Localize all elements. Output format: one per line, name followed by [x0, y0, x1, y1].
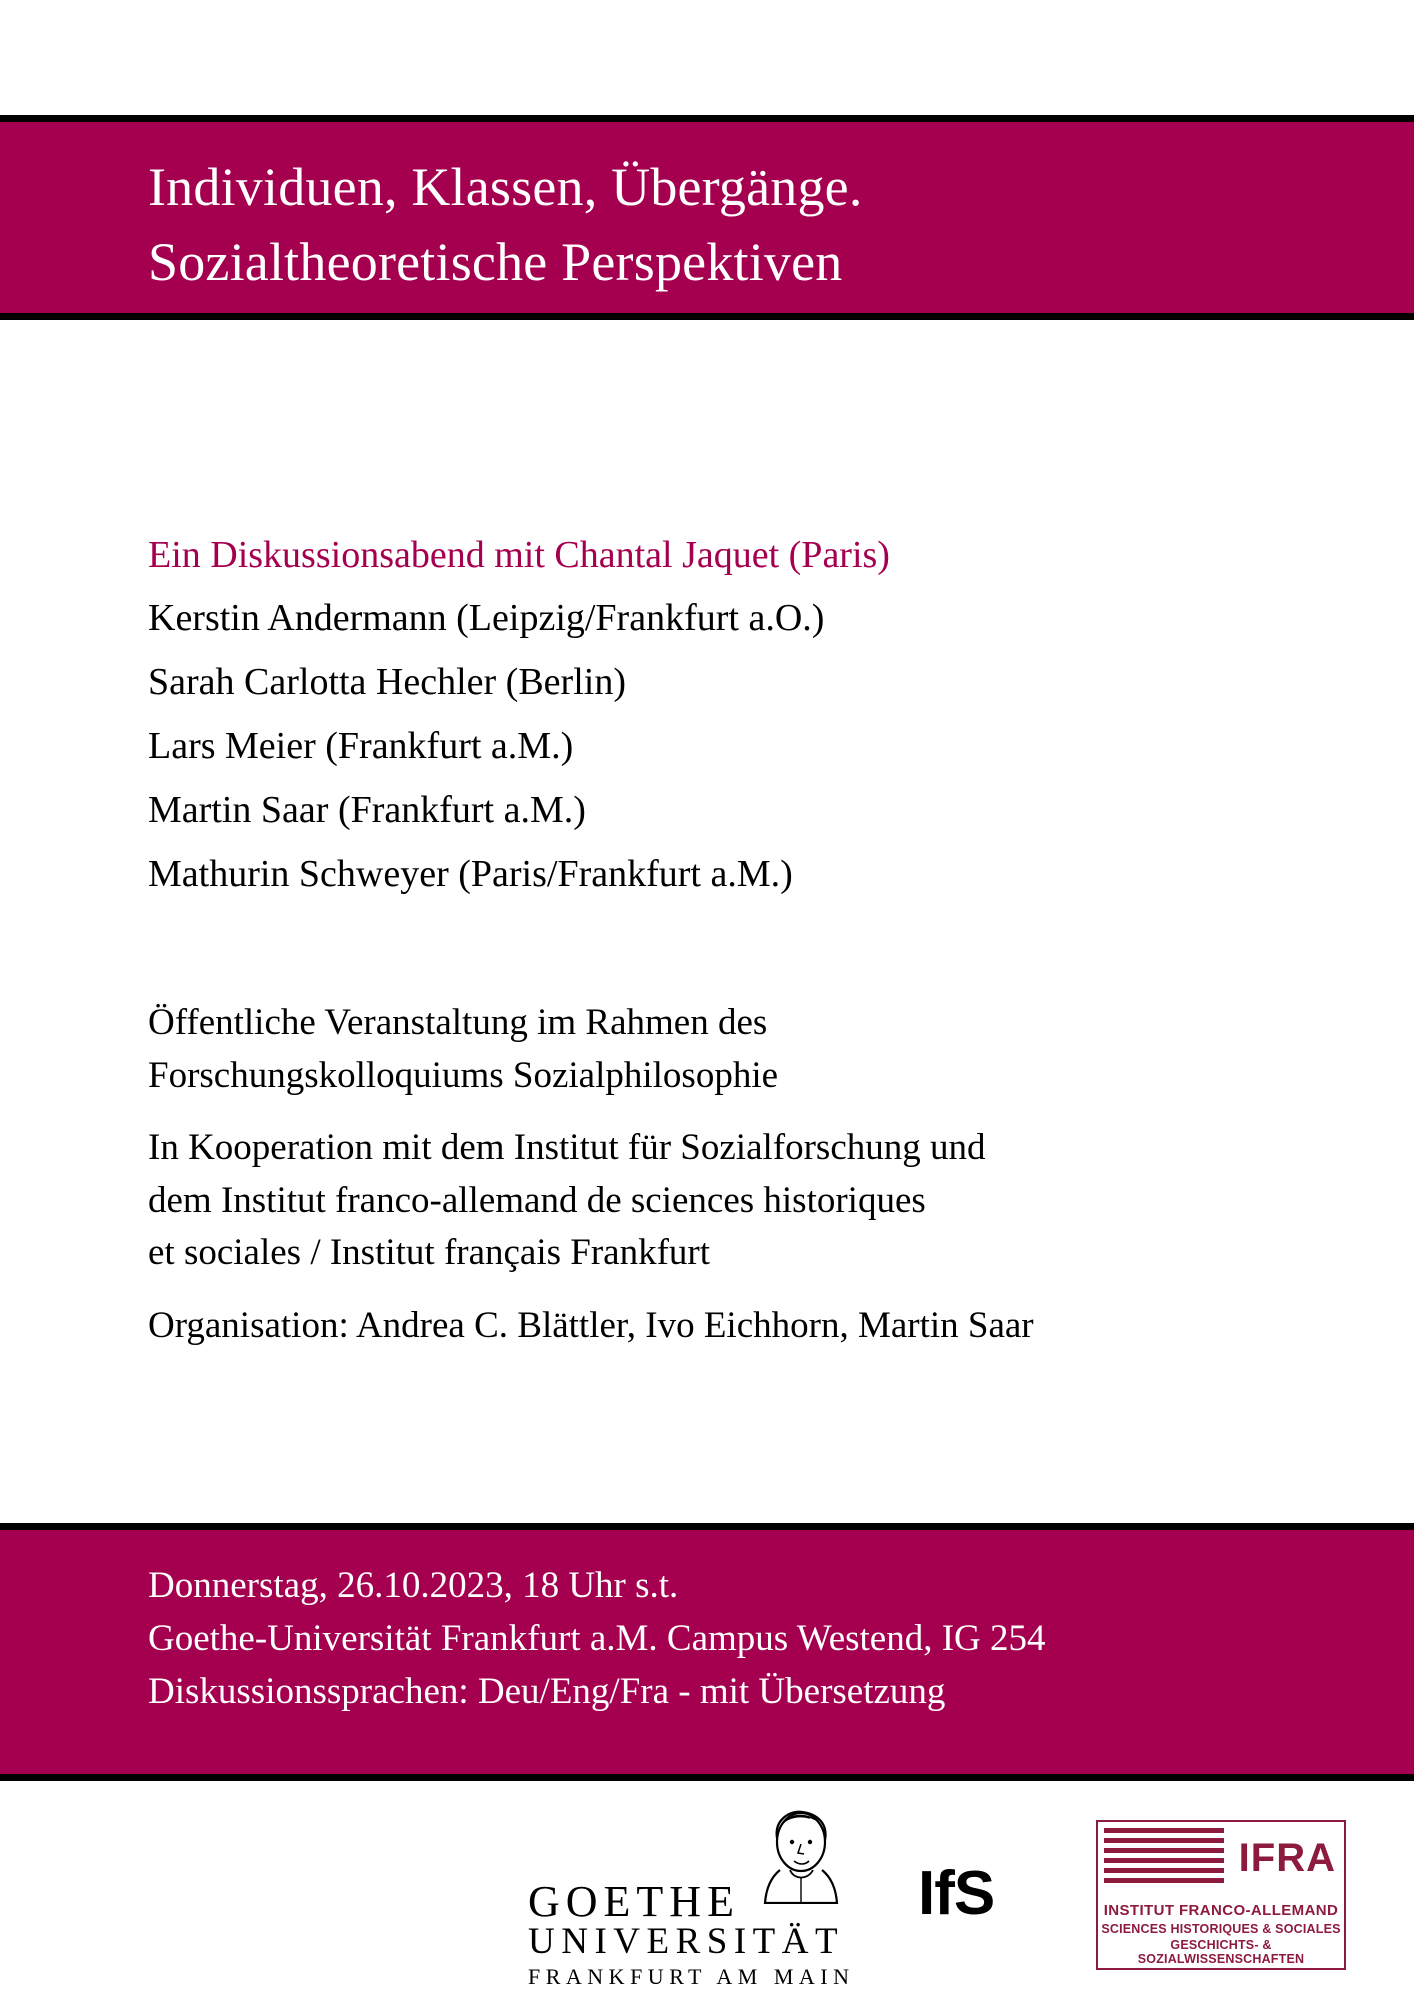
goethe-logo-line-1: GOETHE — [528, 1877, 740, 1926]
title-line-2: Sozialtheoretische Perspektiven — [148, 231, 843, 292]
details-text-group — [148, 1560, 1374, 1719]
goethe-university-logo — [528, 1808, 858, 1989]
ifra-logo-top — [1098, 1822, 1344, 1900]
ifra-subtitle-2: SCIENCES HISTORIQUES & SOCIALES — [1101, 1922, 1341, 1936]
event-subtitle: Ein Diskussionsabend mit Chantal Jaquet (Paris) — [148, 534, 890, 576]
title-text-group — [148, 150, 1354, 299]
event-location: Goethe-Universität Frankfurt a.M. Campus Westend, IG 254 — [148, 1617, 1046, 1659]
goethe-logo-line-3: FRANKFURT AM MAIN — [528, 1964, 855, 1989]
ifra-subtitle-3: GESCHICHTS- & SOZIALWISSENSCHAFTEN — [1137, 1938, 1305, 1966]
title-line-1: Individuen, Klassen, Übergänge. — [148, 157, 863, 217]
event-languages: Diskussionssprachen: Deu/Eng/Fra - mit Übersetzung — [148, 1670, 946, 1712]
speaker-item: Martin Saar (Frankfurt a.M.) — [148, 789, 586, 832]
logo-row — [0, 1800, 1414, 2000]
ifra-logo-subtitles — [1098, 1902, 1344, 1966]
speaker-item: Sarah Carlotta Hechler (Berlin) — [148, 661, 626, 704]
details-banner — [0, 1523, 1414, 1781]
ifra-subtitle-1: INSTITUT FRANCO-ALLEMAND — [1103, 1902, 1339, 1919]
speaker-item: Lars Meier (Frankfurt a.M.) — [148, 725, 574, 768]
poster-body — [148, 530, 1308, 1352]
ifra-logo-name: IFRA — [1238, 1836, 1336, 1880]
title-banner — [0, 115, 1414, 320]
info-paragraph-cooperation: In Kooperation mit dem Institut für Sozialforschung und dem Institut franco-allemand de sciences historiques et sociales / Institut français Frankfurt — [148, 1127, 986, 1274]
speaker-item: Mathurin Schweyer (Paris/Frankfurt a.M.) — [148, 853, 793, 896]
goethe-portrait-icon — [756, 1808, 846, 1904]
speaker-item: Kerstin Andermann (Leipzig/Frankfurt a.O.) — [148, 597, 825, 640]
info-paragraph-framework: Öffentliche Veranstaltung im Rahmen des Forschungskolloquiums Sozialphilosophie — [148, 1002, 779, 1096]
ifra-logo — [1096, 1820, 1346, 1970]
ifra-bars-icon — [1104, 1828, 1224, 1894]
event-datetime: Donnerstag, 26.10.2023, 18 Uhr s.t. — [148, 1565, 679, 1606]
goethe-logo-line-2: UNIVERSITÄT — [528, 1921, 845, 1962]
ifs-logo: IfS — [918, 1859, 995, 1928]
info-paragraph-organisation: Organisation: Andrea C. Blättler, Ivo Eichhorn, Martin Saar — [148, 1304, 1034, 1346]
spacer — [148, 919, 1308, 997]
